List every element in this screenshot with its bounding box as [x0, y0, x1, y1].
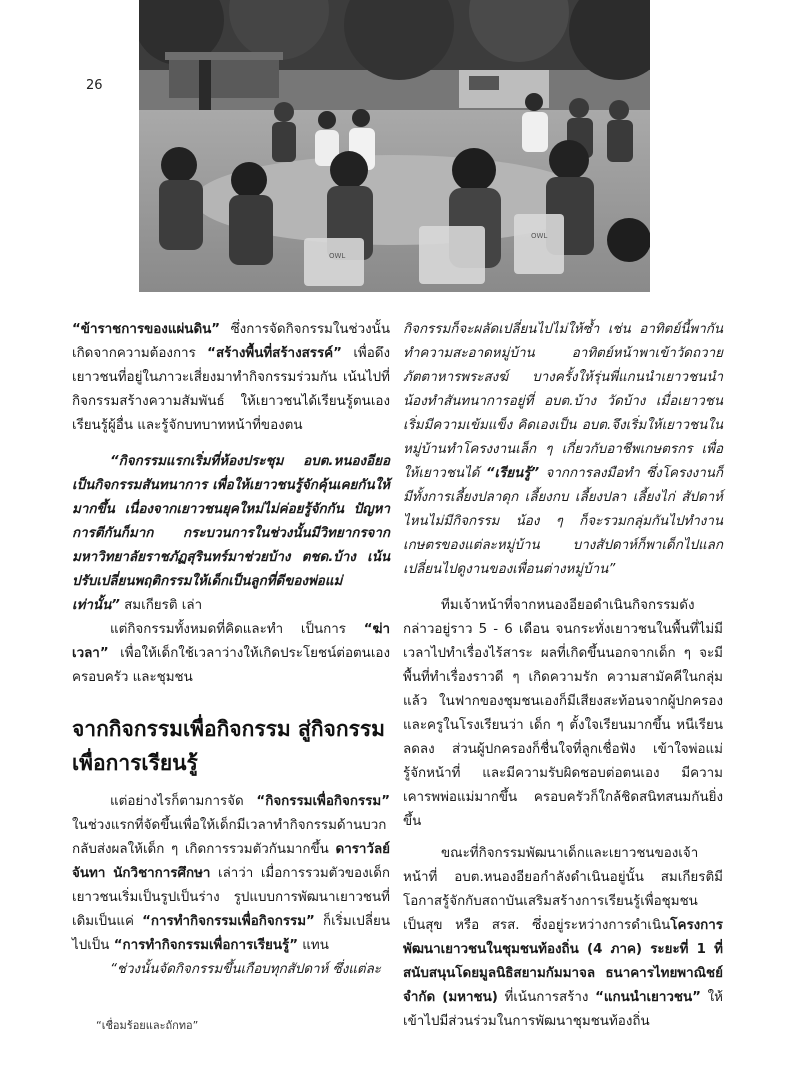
right-column — [403, 318, 723, 1034]
article-photo — [139, 0, 650, 292]
paragraph: “ข้าราชการของแผ่นดิน” ซึ่งการจัดกิจกรรมในช่วงนั้น เกิดจากความต้องการ “สร้างพื้นที่สร้างสรรค์” เพื่อดึงเยาวชนที่อยู่ในภาวะเสี่ยงมาทำกิจกรรมร่วมกัน เน้นไปที่กิจกรรมสร้างความสัมพันธ์ ให้เยาวชนได้เรียนรู้ตนเอง เรียนรู้ผู้อื่น และรู้จักบทบาทหน้าที่ของตน — [72, 322, 390, 433]
paragraph: แต่กิจกรรมทั้งหมดที่คิดและทำ เป็นการ “ฆ่าเวลา” เพื่อให้เด็กใช้เวลาว่างให้เกิดประโยชน์ต่อตนเอง ครอบครัว และชุมชน — [72, 622, 390, 685]
paragraph: ขณะที่กิจกรรมพัฒนาเด็กและเยาวชนของเจ้าหน้าที่ อบต.หนองอียอกำลังดำเนินอยู่นั้น สมเกียรติมีโอกาสรู้จักกับสถาบันเสริมสร้างการเรียนรู้เพื่อชุมชนเป็นสุข หรือ สรส. ซึ่งอยู่ระหว่างการดำเนินโครงการพัฒนาเยาวชนในชุมชนท้องถิ่น (4 ภาค) ระยะที่ 1 ที่สนับสนุนโดยมูลนิธิสยามกัมมาจล ธนาคารไทยพาณิชย์ จำกัด (มหาชน) ที่เน้นการสร้าง “แกนนำเยาวชน” ให้เข้าไปมีส่วนร่วมในการพัฒนาชุมชนท้องถิ่น — [403, 846, 723, 1029]
left-column — [72, 318, 390, 982]
chair-sign-left: OWL — [329, 252, 346, 260]
footer-text: “เชื่อมร้อยและถักทอ” — [96, 1019, 199, 1032]
chair-sign-right: OWL — [531, 232, 548, 240]
section-heading: จากกิจกรรมเพื่อกิจกรรม สู่กิจกรรมเพื่อการเรียนรู้ — [72, 717, 385, 775]
quote-paragraph: “ช่วงนั้นจัดกิจกรรมขึ้นเกือบทุกสัปดาห์ ซึ่งแต่ละ — [110, 962, 381, 977]
quote-paragraph: กิจกรรมก็จะผลัดเปลี่ยนไปไม่ให้ซ้ำ เช่น อาทิตย์นี้พากันทำความสะอาดหมู่บ้าน อาทิตย์หน้าพาเข้าวัดถวายภัตตาหารพระสงฆ์ บางครั้งให้รุ่นพี่แกนนำเยาวชนนำน้องทำสันทนาการอยู่ที่ อบต.บ้าง วัดบ้าง เมื่อเยาวชนเริ่มมีความเข้มแข็ง คิดเองเป็น อบต.จึงเริ่มให้เยาวชนในหมู่บ้านทำโครงงานเล็ก ๆ เกี่ยวกับอาชีพเกษตรกร เพื่อให้เยาวชนได้ “เรียนรู้” จากการลงมือทำ ซึ่งโครงงานก็มีทั้งการเลี้ยงปลาดุก เลี้ยงกบ เลี้ยงปลา เลี้ยงไก่ สัปดาห์ไหนไม่มีกิจกรรม น้อง ๆ ก็จะรวมกลุ่มกันไปทำงานเกษตรของแต่ละหมู่บ้าน บางสัปดาห์ก็พาเด็กไปแลกเปลี่ยนไปดูงานของเพื่อนต่างหมู่บ้าน” — [403, 322, 723, 577]
paragraph: แต่อย่างไรก็ตามการจัด “กิจกรรมเพื่อกิจกรรม” ในช่วงแรกที่จัดขึ้นเพื่อให้เด็กมีเวลาทำกิจกรรมด้านบวก กลับส่งผลให้เด็ก ๆ เกิดการรวมตัวกันมากขึ้น ดาราวัลย์ จันทา นักวิชาการศึกษา เล่าว่า เมื่อการรวมตัวของเด็กเยาวชนเริ่มเป็นรูปเป็นร่าง รูปแบบการพัฒนาเยาวชนที่เดิมเป็นแค่ “การทำกิจกรรมเพื่อกิจกรรม” ก็เริ่มเปลี่ยนไปเป็น “การทำกิจกรรมเพื่อการเรียนรู้” แทน — [72, 794, 390, 953]
page-number: 26 — [86, 78, 103, 93]
paragraph: ทีมเจ้าหน้าที่จากหนองอียอดำเนินกิจกรรมดังกล่าวอยู่ราว 5 - 6 เดือน จนกระทั่งเยาวชนในพื้นที่ไม่มีเวลาไปทำเรื่องไร้สาระ ผลที่เกิดขึ้นนอกจากเด็ก ๆ จะมีพื้นที่ทำเรื่องราวดี ๆ เกิดความรัก ความสามัคคีในกลุ่มแล้ว ในฟากของชุมชนเองก็มีเสียงสะท้อนจากผู้ปกครองและครูในโรงเรียนว่า เด็ก ๆ ตั้งใจเรียนมากขึ้น หนีเรียนลดลง ส่วนผู้ปกครองก็ชื่นใจที่ลูกเชื่อฟัง เข้าใจพ่อแม่ รู้จักหน้าที่ และมีความรับผิดชอบต่อตนเอง มีความเคารพพ่อแม่มากขึ้น ครอบครัวก็ใกล้ชิดสนิทสนมกันยิ่งขึ้น — [403, 598, 723, 829]
quote-paragraph: “กิจกรรมแรกเริ่มที่ห้องประชุม อบต.หนองอียอ เป็นกิจกรรมสันทนาการ เพื่อให้เยาวชนรู้จักคุ้นเคยกันให้มากขึ้น เนื่องจากเยาวชนยุคใหม่ไม่ค่อยรู้จักกัน ปัญหาการตีกันก็มาก กระบวนการในช่วงนั้นมีวิทยากรจากมหาวิทยาลัยราชภัฏสุรินทร์มาช่วยบ้าง ตชด.บ้าง เน้นปรับเปลี่ยนพฤติกรรมให้เด็กเป็นลูกที่ดีของพ่อแม่เท่านั้น” สมเกียรติ เล่า — [72, 454, 390, 613]
